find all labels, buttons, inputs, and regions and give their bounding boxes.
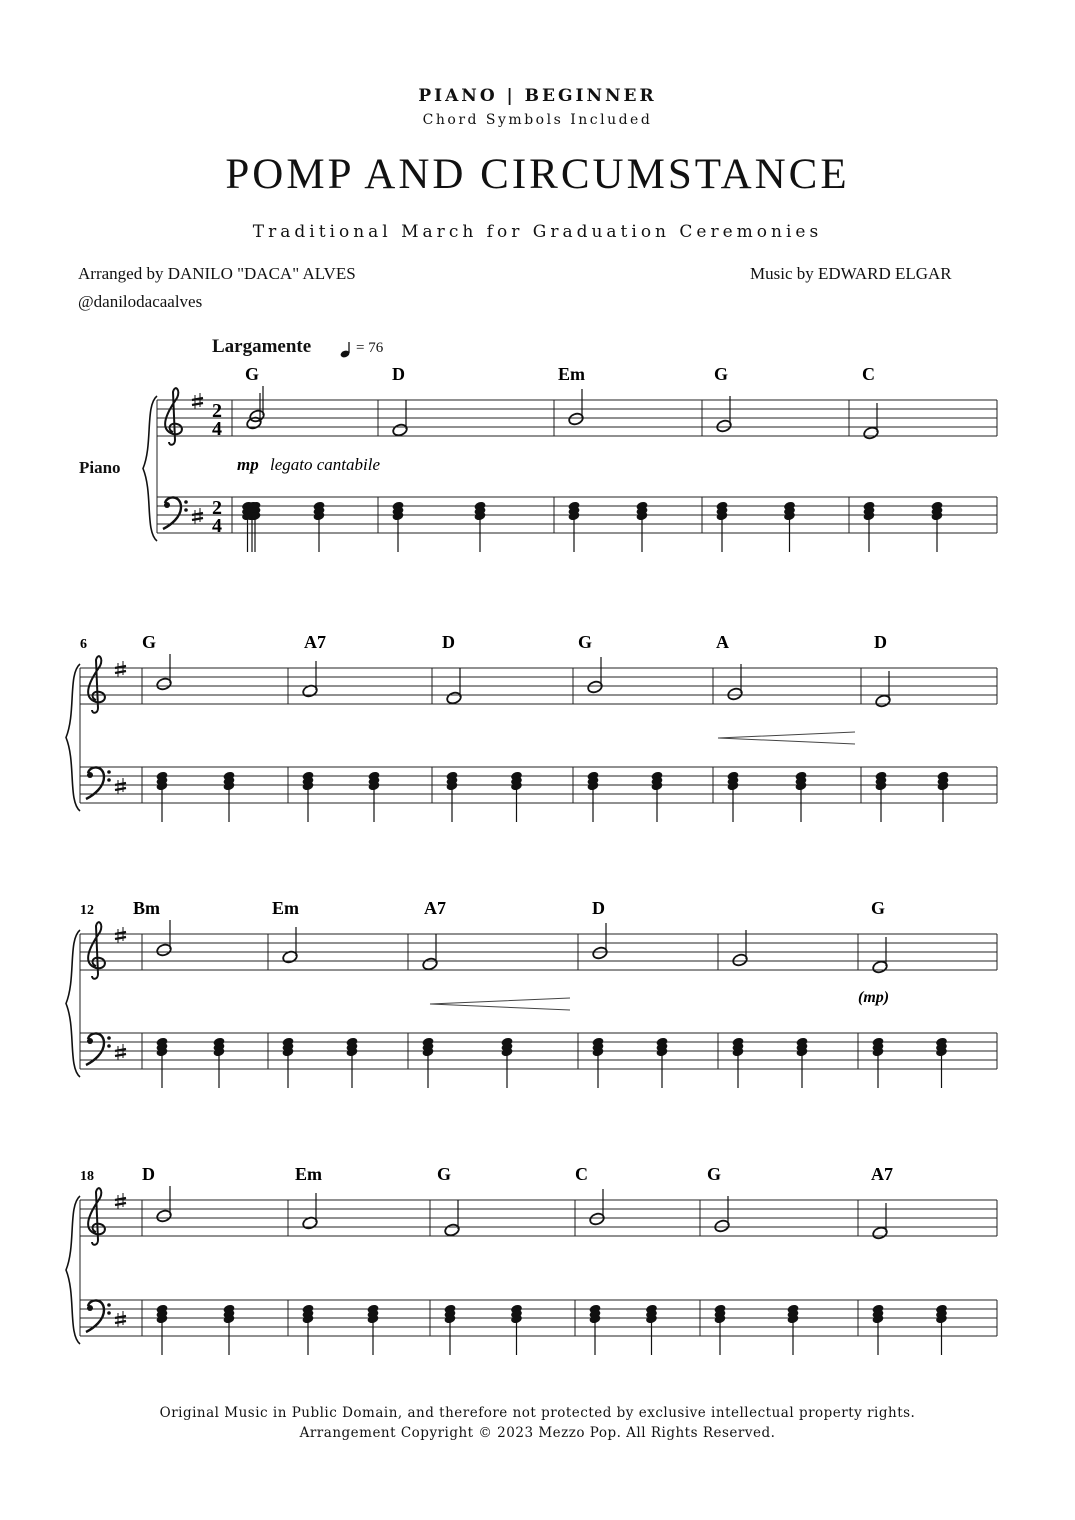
chord-note: Chord Symbols Included: [422, 112, 653, 128]
chord-symbol: D: [592, 898, 605, 918]
measure-number: 6: [80, 637, 87, 652]
measure-number: 12: [80, 903, 94, 918]
dynamic-mp: mp: [237, 455, 259, 474]
chord-symbol: G: [245, 364, 260, 384]
chord-symbol: D: [874, 632, 887, 652]
chord-symbol: D: [392, 364, 405, 384]
key-signature-sharp: [115, 927, 126, 943]
chord-symbol: Em: [272, 898, 299, 918]
chord-symbol: D: [442, 632, 455, 652]
expression-legato: legato cantabile: [270, 455, 381, 474]
chord-symbol: G: [142, 632, 157, 652]
page-title: POMP AND CIRCUMSTANCE: [225, 151, 850, 198]
dynamic-mp-return: (mp): [858, 989, 890, 1006]
chord-symbol: G: [437, 1164, 452, 1184]
score-system: [66, 632, 997, 822]
level-label: PIANO | BEGINNER: [418, 86, 657, 106]
time-signature-denominator: 4: [212, 418, 222, 440]
chord-symbol: Em: [558, 364, 585, 384]
footer-public-domain: Original Music in Public Domain, and therefore not protected by exclusive intellectual property rights.: [159, 1405, 916, 1421]
decrescendo-hairpin: [430, 998, 570, 1010]
key-signature-sharp: [192, 393, 203, 409]
tempo-marking: Largamente: [212, 336, 312, 357]
measure-number: 18: [80, 1169, 94, 1184]
chord-symbol: C: [575, 1164, 588, 1184]
key-signature-sharp: [192, 508, 203, 524]
brace: [143, 396, 157, 541]
key-signature-sharp: [115, 1193, 126, 1209]
tempo-bpm: = 76: [356, 340, 384, 356]
chord-symbol: G: [714, 364, 729, 384]
score-system: [66, 1164, 997, 1355]
brace: [66, 1196, 80, 1344]
time-signature-numerator: 2: [212, 400, 222, 422]
decrescendo-hairpin: [718, 732, 855, 744]
chord-symbol: A7: [304, 632, 326, 652]
chord-symbol: A7: [871, 1164, 893, 1184]
brace: [66, 930, 80, 1077]
chord-symbol: Em: [295, 1164, 322, 1184]
key-signature-sharp: [115, 661, 126, 677]
chord-symbol: Bm: [133, 898, 160, 918]
chord-symbol: C: [862, 364, 875, 384]
footer-copyright: Arrangement Copyright © 2023 Mezzo Pop. All Rights Reserved.: [299, 1425, 776, 1441]
arranger-credit: Arranged by DANILO "DACA" ALVES: [78, 264, 356, 283]
chord-symbol: A: [716, 632, 729, 652]
time-signature-numerator: 2: [212, 497, 222, 519]
brace: [66, 664, 80, 811]
page-subtitle: Traditional March for Graduation Ceremonies: [252, 222, 823, 242]
chord-symbol: G: [707, 1164, 722, 1184]
composer-credit: Music by EDWARD ELGAR: [750, 264, 952, 283]
key-signature-sharp: [115, 1044, 126, 1060]
key-signature-sharp: [115, 778, 126, 794]
key-signature-sharp: [115, 1311, 126, 1327]
chord-symbol: G: [578, 632, 593, 652]
time-signature-denominator: 4: [212, 515, 222, 537]
chord-symbol: D: [142, 1164, 155, 1184]
chord-symbol: A7: [424, 898, 446, 918]
chord-symbol: G: [871, 898, 886, 918]
instrument-label: Piano: [79, 458, 121, 477]
arranger-handle: @danilodacaalves: [78, 292, 203, 311]
